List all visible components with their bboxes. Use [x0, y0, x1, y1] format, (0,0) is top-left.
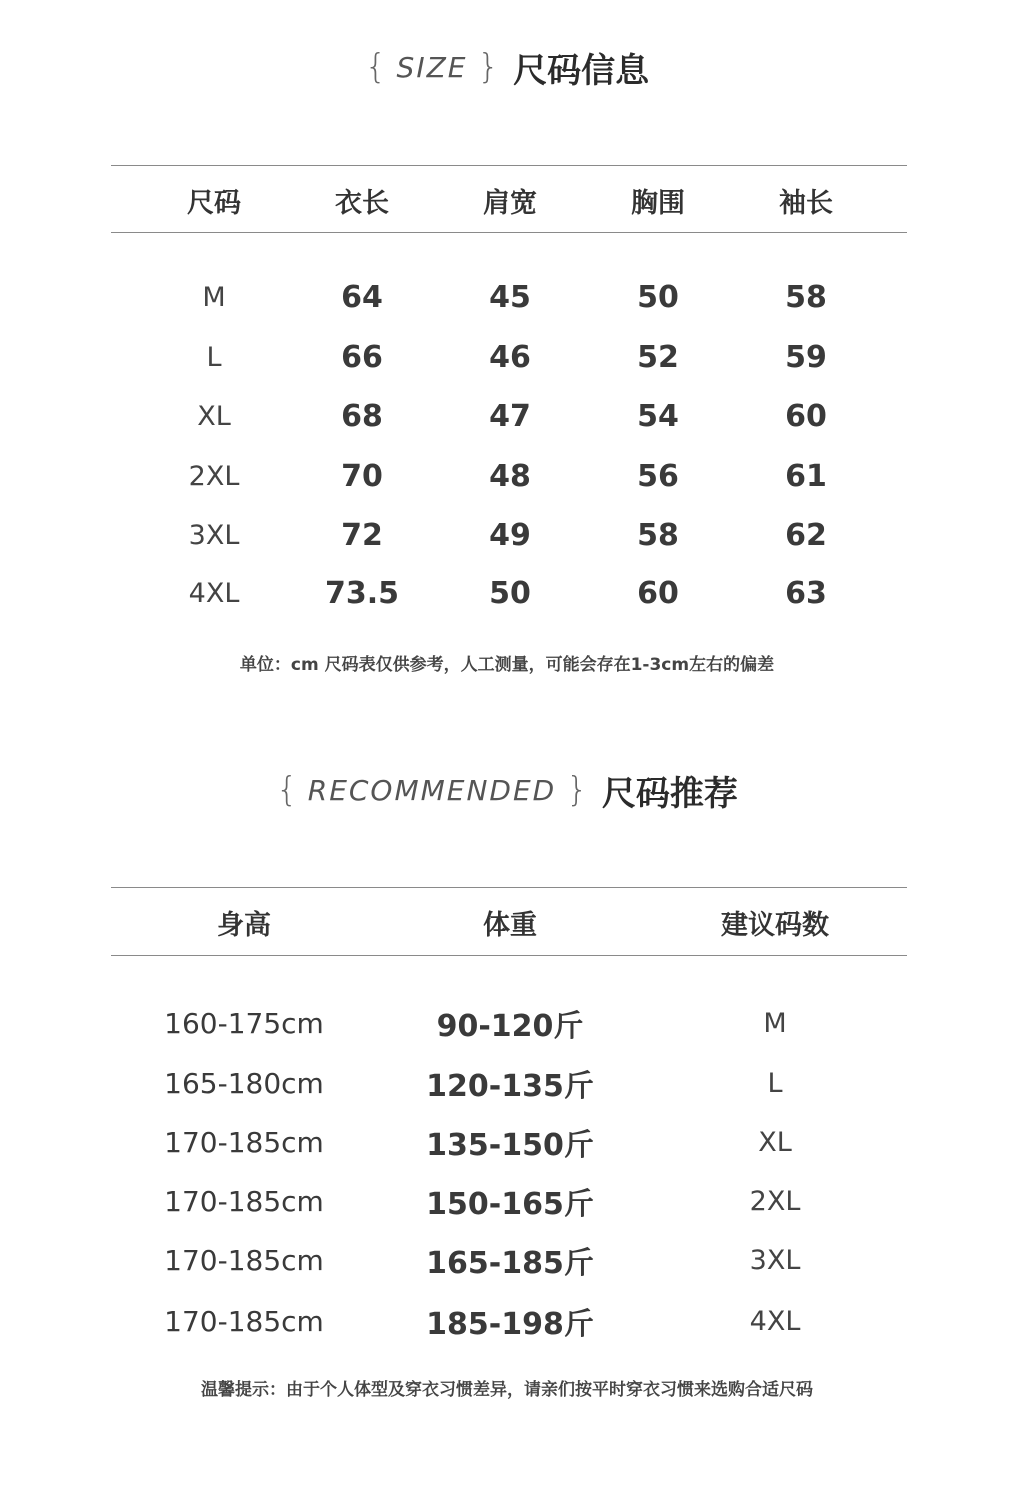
suggested-size: M: [763, 1007, 787, 1039]
right-brace: }: [566, 770, 588, 810]
weight-range: 185-198斤: [426, 1307, 594, 1342]
table-row: [111, 451, 907, 501]
recommend-section-title: [0, 765, 1014, 815]
shoulder-value: 45: [489, 279, 531, 315]
shoulder-value: 48: [489, 458, 531, 494]
suggested-size: 3XL: [749, 1244, 801, 1276]
chest-value: 60: [637, 575, 679, 611]
table-row: [111, 1176, 907, 1226]
header-size: 尺码: [187, 187, 241, 219]
size-table-header: [111, 175, 907, 225]
shoulder-value: 49: [489, 517, 531, 553]
weight-range: 135-150斤: [426, 1128, 594, 1163]
height-range: 170-185cm: [164, 1304, 324, 1338]
suggested-size: L: [767, 1067, 783, 1099]
size-label: 2XL: [188, 460, 240, 492]
size-table-top-rule: [111, 165, 907, 166]
header-sleeve: 袖长: [779, 187, 833, 219]
length-value: 64: [341, 279, 383, 315]
length-value: 68: [341, 398, 383, 434]
length-value: 70: [341, 458, 383, 494]
chest-value: 54: [637, 398, 679, 434]
length-value: 66: [341, 339, 383, 375]
recommend-note: 温馨提示：由于个人体型及穿衣习惯差异，请亲们按平时穿衣习惯来选购合适尺码: [201, 1380, 813, 1400]
header-length: 衣长: [335, 187, 389, 219]
left-brace: {: [276, 770, 298, 810]
header-chest: 胸围: [631, 187, 685, 219]
height-range: 165-180cm: [164, 1066, 324, 1100]
size-section-title: [0, 42, 1014, 92]
table-row: [111, 568, 907, 618]
table-row: [111, 272, 907, 322]
size-title-cn: 尺码信息: [513, 50, 650, 91]
chest-value: 58: [637, 517, 679, 553]
weight-range: 165-185斤: [426, 1246, 594, 1281]
chest-value: 52: [637, 339, 679, 375]
height-range: 170-185cm: [164, 1243, 324, 1277]
suggested-size: 2XL: [749, 1185, 801, 1217]
recommend-title-cn: 尺码推荐: [601, 773, 738, 814]
recommend-table-top-rule: [111, 887, 907, 888]
size-label: XL: [197, 400, 231, 432]
right-brace: }: [477, 47, 500, 87]
size-label: 4XL: [188, 577, 240, 609]
suggested-size: XL: [758, 1126, 792, 1158]
size-label: L: [206, 341, 222, 373]
shoulder-value: 46: [489, 339, 531, 375]
sleeve-value: 63: [785, 575, 827, 611]
table-row: [111, 332, 907, 382]
weight-range: 120-135斤: [426, 1069, 594, 1104]
size-label: 3XL: [188, 519, 240, 551]
shoulder-value: 47: [489, 398, 531, 434]
sleeve-value: 60: [785, 398, 827, 434]
header-suggested-size: 建议码数: [721, 909, 829, 941]
sleeve-value: 61: [785, 458, 827, 494]
header-height: 身高: [217, 909, 271, 941]
suggested-size: 4XL: [749, 1305, 801, 1337]
height-range: 160-175cm: [164, 1006, 324, 1040]
size-title-en: SIZE: [396, 50, 468, 84]
sleeve-value: 62: [785, 517, 827, 553]
chest-value: 50: [637, 279, 679, 315]
weight-range: 150-165斤: [426, 1187, 594, 1222]
table-row: [111, 998, 907, 1048]
recommend-title-en: RECOMMENDED: [307, 773, 557, 807]
sleeve-value: 59: [785, 339, 827, 375]
size-label: M: [202, 281, 226, 313]
table-row: [111, 1296, 907, 1346]
shoulder-value: 50: [489, 575, 531, 611]
size-table-header-rule: [111, 232, 907, 233]
left-brace: {: [364, 47, 387, 87]
sleeve-value: 58: [785, 279, 827, 315]
header-shoulder: 肩宽: [483, 187, 537, 219]
size-table-note: 单位：cm 尺码表仅供参考，人工测量，可能会存在1-3cm左右的偏差: [239, 655, 775, 675]
table-row: [111, 1235, 907, 1285]
header-weight: 体重: [483, 909, 537, 941]
weight-range: 90-120斤: [436, 1009, 584, 1044]
height-range: 170-185cm: [164, 1125, 324, 1159]
recommend-table-header: [111, 897, 907, 947]
chest-value: 56: [637, 458, 679, 494]
table-row: [111, 391, 907, 441]
table-row: [111, 1058, 907, 1108]
recommend-table-header-rule: [111, 955, 907, 956]
length-value: 73.5: [324, 575, 400, 611]
table-row: [111, 1117, 907, 1167]
length-value: 72: [341, 517, 383, 553]
table-row: [111, 510, 907, 560]
height-range: 170-185cm: [164, 1184, 324, 1218]
